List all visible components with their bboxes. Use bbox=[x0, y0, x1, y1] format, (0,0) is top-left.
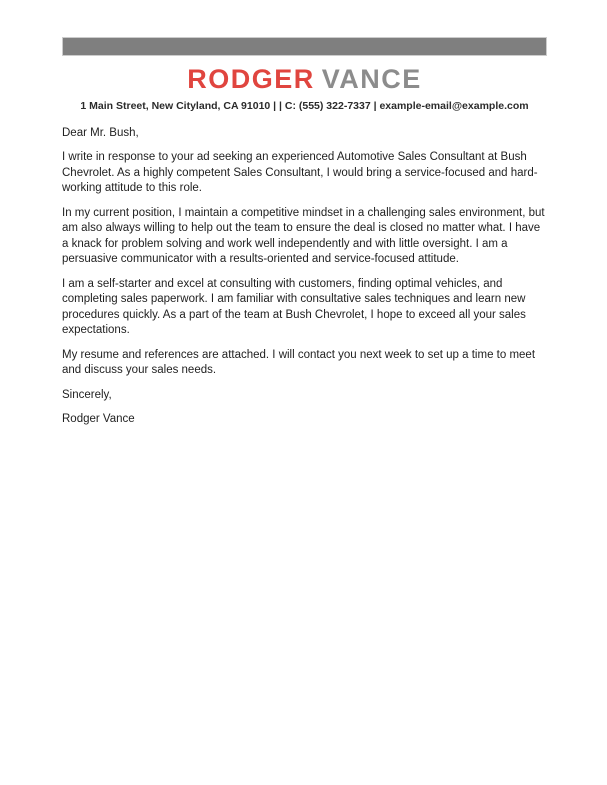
letter-paragraph: My resume and references are attached. I will contact you next week to set up a time to meet and discuss your sales needs. bbox=[62, 348, 536, 377]
letter-body bbox=[62, 126, 547, 428]
letter-paragraph: I am a self-starter and excel at consulting with customers, finding optimal vehicles, and completing sales paperwork. I am familiar with consultative sales techniques and learn new procedures quickly. As a part of the team at Bush Chevrolet, I hope to exceed all your sales expectations. bbox=[62, 277, 526, 337]
header-divider-bar bbox=[62, 37, 547, 56]
letter-paragraph: In my current position, I maintain a competitive mindset in a challenging sales environment, but am also always willing to help out the team to ensure the deal is closed no matter what. I have a knack for problem solving and work well independently and with little oversight. I am a persuasive communicator with a results-oriented and service-focused attitude. bbox=[62, 206, 545, 266]
applicant-name bbox=[62, 65, 547, 95]
signature-name: Rodger Vance bbox=[62, 413, 135, 426]
applicant-first-name: RODGER bbox=[187, 64, 315, 94]
contact-info-line: 1 Main Street, New Cityland, CA 91010 | | C: (555) 322-7337 | example-email@example.com bbox=[80, 99, 529, 112]
closing: Sincerely, bbox=[62, 388, 112, 401]
letter-paragraph: I write in response to your ad seeking an experienced Automotive Sales Consultant at Bush Chevrolet. As a highly competent Sales Consultant, I would bring a service-focused and hard-working attitude to this role. bbox=[62, 151, 538, 195]
applicant-last-name: VANCE bbox=[321, 64, 422, 94]
salutation: Dear Mr. Bush, bbox=[62, 126, 139, 139]
